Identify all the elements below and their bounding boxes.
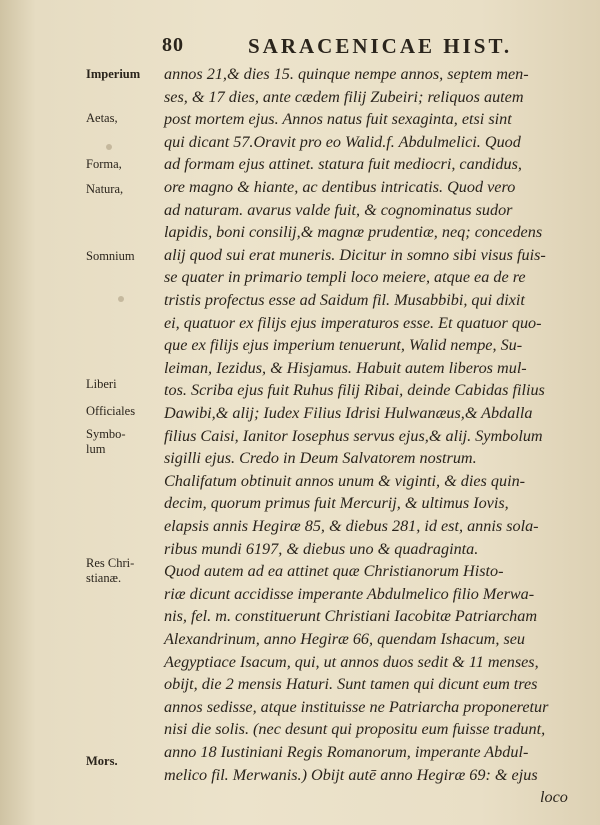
margin-note-res-christianae-cont: stianæ. (86, 571, 122, 585)
text-line: ad naturam. avarus valde fuit, & cognominatus sudor (164, 200, 513, 219)
page-number: 80 (162, 34, 184, 56)
text-line: leiman, Iezidus, & Hisjamus. Habuit autem liberos mul- (164, 358, 527, 377)
text-line: filius Caisi, Ianitor Iosephus servus ejus,& alij. Symbolum (164, 426, 543, 445)
ink-spot (118, 296, 124, 302)
margin-note-aetas: Aetas, (86, 111, 118, 125)
text-line: tos. Scriba ejus fuit Ruhus filij Ribai, deinde Cabidas filius (164, 381, 545, 400)
text-line: Dawibi,& alij; Iudex Filius Idrisi Hulwanæus,& Abdalla (164, 404, 533, 422)
text-line: ses, & 17 dies, ante cædem filij Zubeiri; reliquos autem (164, 87, 524, 106)
text-line: ore magno & hiante, ac dentibus intricatis. Quod vero (164, 178, 516, 196)
text-line: se quater in primario templi loco meiere, atque ea de re (164, 268, 526, 287)
text-line: ei, quatuor ex filijs ejus imperaturos esse. Et quatuor quo- (164, 313, 542, 332)
ink-spot (106, 144, 112, 150)
text-line: Alexandrinum, anno Hegiræ 66, quendam Ishacum, seu (164, 630, 526, 648)
text-line: decim, quorum primus fuit Mercurij, & ultimus Iovis, (164, 494, 509, 513)
text-line: Quod autem ad ea attinet quæ Christianorum Histo- (164, 562, 504, 581)
text-line: nisi die solis. (nec desunt qui propositu eum fuisse tradunt, (164, 720, 546, 739)
text-line: obijt, die 2 mensis Haturi. Sunt tamen qui dicunt eum tres (164, 675, 538, 694)
margin-note-somnium: Somnium (86, 249, 135, 263)
text-line: ribus mundi 6197, & diebus uno & quadraginta. (164, 539, 479, 558)
text-line: lapidis, boni consilij,& magnæ prudentiæ, neq; concedens (164, 223, 543, 242)
text-line: anno 18 Iustiniani Regis Romanorum, imperante Abdul- (164, 743, 529, 761)
text-line: qui dicant 57.Oravit pro eo Walid.f. Abdulmelici. Quod (164, 132, 521, 151)
text-line: loco (540, 788, 568, 807)
margin-note-symbolum: Symbo- (86, 427, 126, 441)
text-line: que ex filijs ejus imperium tenuerunt, Walid nempe, Su- (164, 336, 523, 355)
text-line: annos sedisse, atque instituisse ne Patriarcha proponeretur (164, 697, 549, 716)
text-line: alij quod sui erat muneris. Dicitur in somno sibi visus fuis- (164, 245, 546, 264)
margin-note-imperium: Imperium (86, 67, 141, 81)
text-line: melico fil. Merwanis.) Obijt autē anno Hegiræ 69: & ejus (164, 765, 538, 784)
text-line: post mortem ejus. Annos natus fuit sexaginta, etsi sint (164, 110, 512, 129)
text-line: riæ dicunt accidisse imperante Abdulmelico filio Merwa- (164, 584, 535, 603)
text-line: elapsis annis Hegiræ 85, & diebus 281, id est, annis sola- (164, 517, 539, 535)
margin-note-mors: Mors. (86, 754, 118, 768)
margin-note-liberi: Liberi (86, 377, 117, 391)
text-line: tristis profectus esse ad Saidum fil. Musabbibi, qui dixit (164, 291, 525, 309)
text-line: ad formam ejus attinet. statura fuit mediocri, candidus, (164, 155, 522, 174)
margin-note-officiales: Officiales (86, 404, 136, 418)
text-line: Chalifatum obtinuit annos unum & viginti, & dies quin- (164, 471, 526, 490)
margin-note-natura: Natura, (86, 182, 124, 196)
text-line: nis, fel. m. constituerunt Christiani Iacobitæ Patriarcham (164, 607, 538, 626)
text-line: annos 21,& dies 15. quinque nempe annos, septem men- (164, 65, 529, 83)
text-line: Aegyptiace Isacum, qui, ut annos duos sedit & 11 menses, (164, 652, 539, 671)
text-line: sigilli ejus. Credo in Deum Salvatorem nostrum. (164, 449, 477, 468)
margin-note-symbolum-cont: lum (86, 442, 106, 456)
page-header (0, 34, 600, 64)
running-title: SARACENICAE HIST. (248, 34, 513, 58)
margin-note-res-christianae: Res Chri- (86, 556, 135, 570)
margin-note-forma: Forma, (86, 157, 122, 171)
